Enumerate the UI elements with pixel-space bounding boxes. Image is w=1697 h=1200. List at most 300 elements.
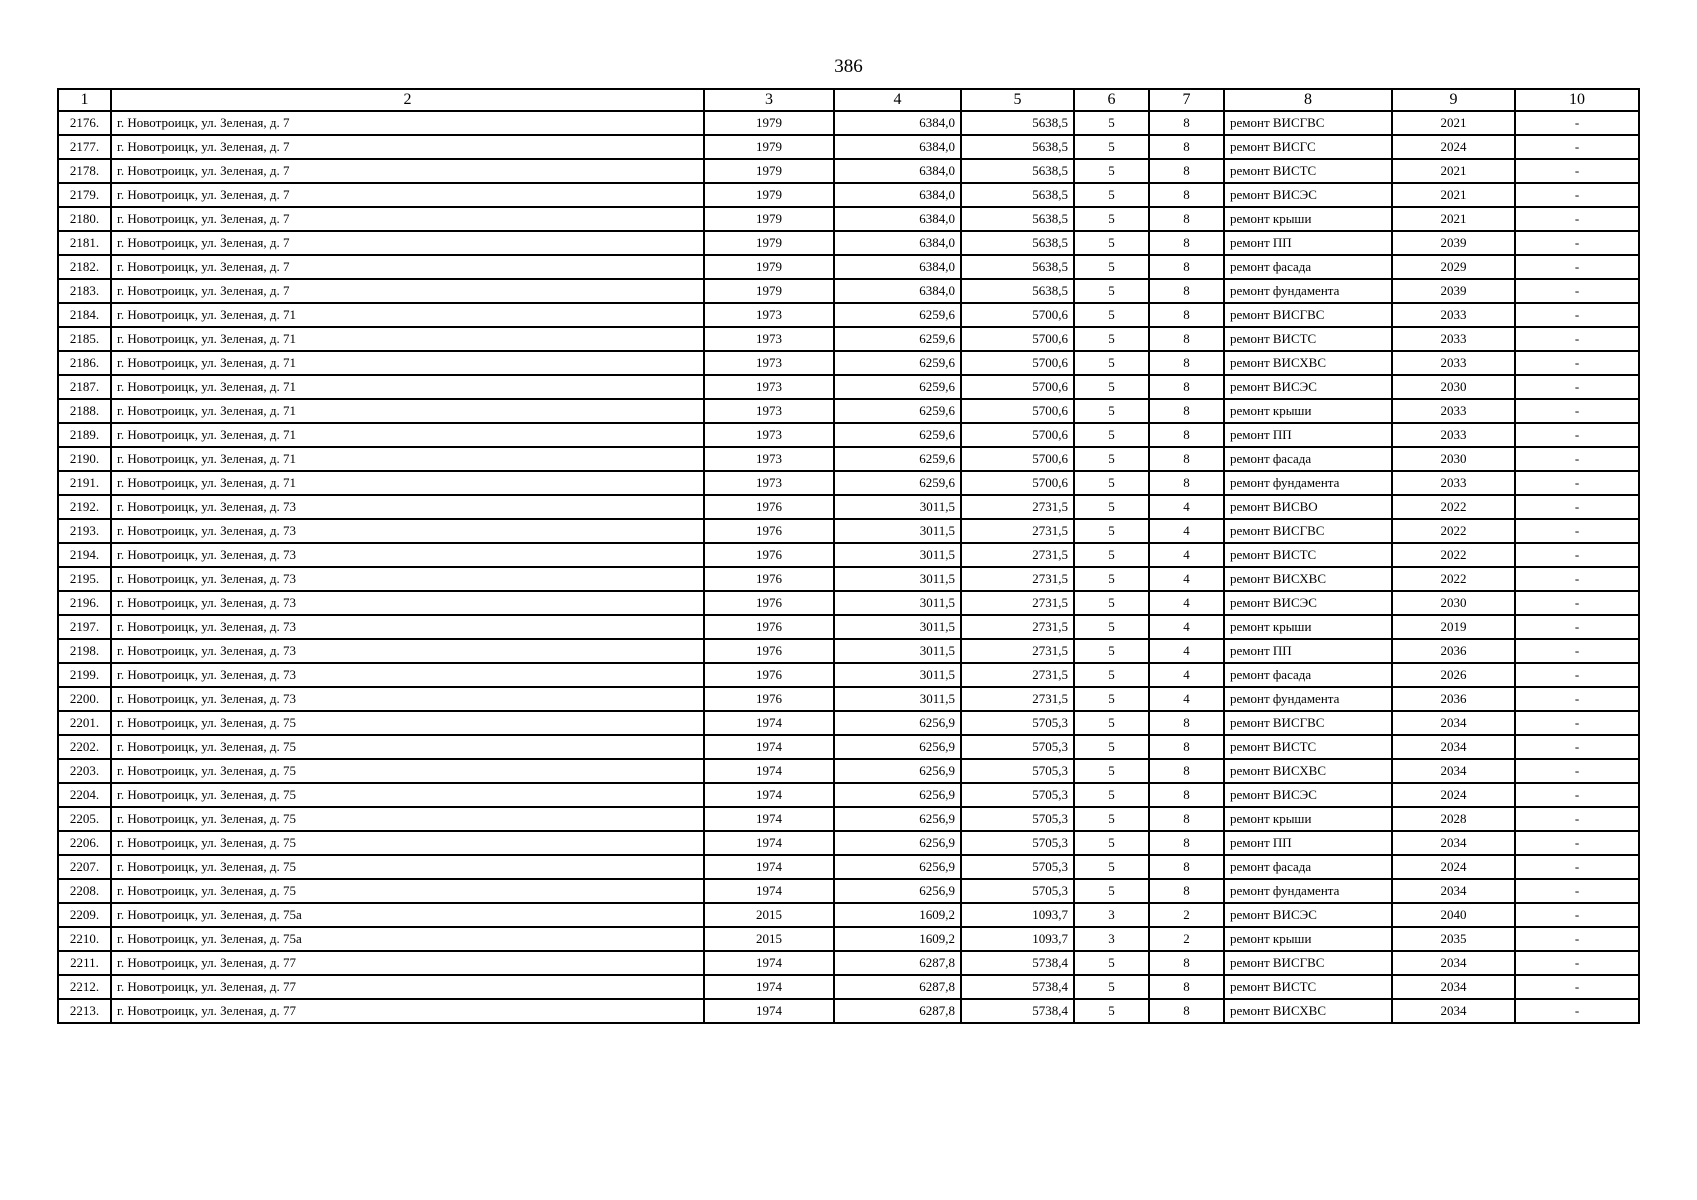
cell-planned-year: 2030 xyxy=(1392,375,1515,399)
cell-repair-type: ремонт ВИСТС xyxy=(1224,543,1392,567)
cell-address: г. Новотроицк, ул. Зеленая, д. 75 xyxy=(111,807,704,831)
cell-row-number: 2209. xyxy=(58,903,111,927)
cell-living-area: 5738,4 xyxy=(961,951,1074,975)
cell-repair-type: ремонт фасада xyxy=(1224,255,1392,279)
cell-year-built: 1974 xyxy=(704,975,834,999)
cell-floors: 5 xyxy=(1074,447,1149,471)
cell-repair-type: ремонт ВИСТС xyxy=(1224,327,1392,351)
cell-year-built: 1974 xyxy=(704,783,834,807)
cell-row-number: 2208. xyxy=(58,879,111,903)
cell-planned-year: 2024 xyxy=(1392,855,1515,879)
cell-repair-type: ремонт фундамента xyxy=(1224,279,1392,303)
table-row xyxy=(58,615,1639,639)
cell-planned-year: 2022 xyxy=(1392,567,1515,591)
cell-note: - xyxy=(1515,471,1639,495)
cell-note: - xyxy=(1515,903,1639,927)
cell-total-area: 6259,6 xyxy=(834,303,961,327)
cell-floors: 5 xyxy=(1074,615,1149,639)
table-row xyxy=(58,711,1639,735)
cell-planned-year: 2024 xyxy=(1392,135,1515,159)
cell-total-area: 6287,8 xyxy=(834,951,961,975)
cell-floors: 5 xyxy=(1074,975,1149,999)
cell-total-area: 6256,9 xyxy=(834,831,961,855)
cell-total-area: 6256,9 xyxy=(834,879,961,903)
cell-row-number: 2204. xyxy=(58,783,111,807)
table-row xyxy=(58,279,1639,303)
cell-planned-year: 2033 xyxy=(1392,351,1515,375)
cell-floors: 3 xyxy=(1074,903,1149,927)
cell-total-area: 6259,6 xyxy=(834,423,961,447)
cell-living-area: 2731,5 xyxy=(961,663,1074,687)
cell-note: - xyxy=(1515,231,1639,255)
cell-row-number: 2177. xyxy=(58,135,111,159)
cell-living-area: 1093,7 xyxy=(961,903,1074,927)
table-row xyxy=(58,111,1639,135)
cell-note: - xyxy=(1515,975,1639,999)
cell-living-area: 5705,3 xyxy=(961,831,1074,855)
cell-planned-year: 2039 xyxy=(1392,231,1515,255)
cell-floors: 5 xyxy=(1074,999,1149,1023)
cell-floors: 5 xyxy=(1074,879,1149,903)
cell-year-built: 1979 xyxy=(704,255,834,279)
cell-entrances: 4 xyxy=(1149,543,1224,567)
cell-floors: 5 xyxy=(1074,351,1149,375)
cell-row-number: 2200. xyxy=(58,687,111,711)
cell-repair-type: ремонт фасада xyxy=(1224,447,1392,471)
cell-entrances: 8 xyxy=(1149,159,1224,183)
cell-note: - xyxy=(1515,495,1639,519)
table-row xyxy=(58,423,1639,447)
cell-planned-year: 2033 xyxy=(1392,471,1515,495)
cell-planned-year: 2033 xyxy=(1392,303,1515,327)
cell-planned-year: 2034 xyxy=(1392,735,1515,759)
cell-entrances: 4 xyxy=(1149,639,1224,663)
cell-total-area: 6287,8 xyxy=(834,999,961,1023)
cell-address: г. Новотроицк, ул. Зеленая, д. 71 xyxy=(111,471,704,495)
cell-living-area: 5705,3 xyxy=(961,879,1074,903)
cell-entrances: 8 xyxy=(1149,735,1224,759)
cell-entrances: 8 xyxy=(1149,423,1224,447)
cell-planned-year: 2022 xyxy=(1392,495,1515,519)
column-header-6: 6 xyxy=(1074,89,1149,111)
cell-year-built: 1976 xyxy=(704,663,834,687)
cell-entrances: 8 xyxy=(1149,111,1224,135)
cell-entrances: 8 xyxy=(1149,855,1224,879)
cell-total-area: 3011,5 xyxy=(834,495,961,519)
table-row xyxy=(58,399,1639,423)
cell-planned-year: 2029 xyxy=(1392,255,1515,279)
cell-planned-year: 2022 xyxy=(1392,543,1515,567)
cell-entrances: 8 xyxy=(1149,231,1224,255)
cell-planned-year: 2034 xyxy=(1392,999,1515,1023)
cell-floors: 5 xyxy=(1074,591,1149,615)
cell-repair-type: ремонт ВИСЭС xyxy=(1224,783,1392,807)
cell-floors: 5 xyxy=(1074,855,1149,879)
table-row xyxy=(58,135,1639,159)
table-row xyxy=(58,231,1639,255)
table-row xyxy=(58,159,1639,183)
cell-total-area: 6287,8 xyxy=(834,975,961,999)
table-row xyxy=(58,495,1639,519)
cell-repair-type: ремонт ВИСЭС xyxy=(1224,903,1392,927)
cell-total-area: 3011,5 xyxy=(834,615,961,639)
cell-entrances: 8 xyxy=(1149,951,1224,975)
cell-planned-year: 2021 xyxy=(1392,207,1515,231)
cell-floors: 5 xyxy=(1074,543,1149,567)
cell-floors: 5 xyxy=(1074,807,1149,831)
cell-entrances: 8 xyxy=(1149,207,1224,231)
cell-note: - xyxy=(1515,375,1639,399)
cell-year-built: 1979 xyxy=(704,279,834,303)
cell-address: г. Новотроицк, ул. Зеленая, д. 73 xyxy=(111,687,704,711)
column-header-2: 2 xyxy=(111,89,704,111)
cell-year-built: 1976 xyxy=(704,567,834,591)
cell-note: - xyxy=(1515,183,1639,207)
table-row xyxy=(58,471,1639,495)
cell-year-built: 1976 xyxy=(704,495,834,519)
cell-living-area: 2731,5 xyxy=(961,591,1074,615)
cell-floors: 5 xyxy=(1074,495,1149,519)
cell-address: г. Новотроицк, ул. Зеленая, д. 7 xyxy=(111,255,704,279)
cell-note: - xyxy=(1515,735,1639,759)
cell-living-area: 5705,3 xyxy=(961,783,1074,807)
cell-entrances: 8 xyxy=(1149,447,1224,471)
cell-planned-year: 2034 xyxy=(1392,975,1515,999)
cell-planned-year: 2024 xyxy=(1392,783,1515,807)
cell-floors: 5 xyxy=(1074,831,1149,855)
cell-entrances: 4 xyxy=(1149,519,1224,543)
cell-total-area: 3011,5 xyxy=(834,663,961,687)
cell-living-area: 5700,6 xyxy=(961,423,1074,447)
cell-repair-type: ремонт ВИСТС xyxy=(1224,975,1392,999)
cell-floors: 5 xyxy=(1074,519,1149,543)
cell-living-area: 2731,5 xyxy=(961,543,1074,567)
cell-planned-year: 2034 xyxy=(1392,951,1515,975)
table-row xyxy=(58,855,1639,879)
cell-floors: 5 xyxy=(1074,951,1149,975)
cell-living-area: 5738,4 xyxy=(961,975,1074,999)
cell-note: - xyxy=(1515,591,1639,615)
cell-address: г. Новотроицк, ул. Зеленая, д. 77 xyxy=(111,951,704,975)
cell-row-number: 2207. xyxy=(58,855,111,879)
table-row xyxy=(58,183,1639,207)
cell-entrances: 4 xyxy=(1149,687,1224,711)
cell-address: г. Новотроицк, ул. Зеленая, д. 7 xyxy=(111,183,704,207)
cell-living-area: 5700,6 xyxy=(961,471,1074,495)
cell-repair-type: ремонт ВИСГВС xyxy=(1224,111,1392,135)
cell-row-number: 2210. xyxy=(58,927,111,951)
cell-address: г. Новотроицк, ул. Зеленая, д. 71 xyxy=(111,375,704,399)
cell-living-area: 2731,5 xyxy=(961,687,1074,711)
cell-repair-type: ремонт крыши xyxy=(1224,927,1392,951)
cell-total-area: 6259,6 xyxy=(834,447,961,471)
cell-note: - xyxy=(1515,951,1639,975)
cell-floors: 5 xyxy=(1074,567,1149,591)
cell-row-number: 2189. xyxy=(58,423,111,447)
cell-address: г. Новотроицк, ул. Зеленая, д. 77 xyxy=(111,999,704,1023)
cell-living-area: 5638,5 xyxy=(961,279,1074,303)
cell-row-number: 2196. xyxy=(58,591,111,615)
cell-repair-type: ремонт ПП xyxy=(1224,231,1392,255)
cell-note: - xyxy=(1515,303,1639,327)
table-row xyxy=(58,591,1639,615)
cell-year-built: 1979 xyxy=(704,159,834,183)
cell-entrances: 4 xyxy=(1149,567,1224,591)
cell-living-area: 5738,4 xyxy=(961,999,1074,1023)
cell-repair-type: ремонт ВИСХВС xyxy=(1224,567,1392,591)
cell-address: г. Новотроицк, ул. Зеленая, д. 77 xyxy=(111,975,704,999)
cell-repair-type: ремонт ПП xyxy=(1224,831,1392,855)
table-row xyxy=(58,903,1639,927)
cell-note: - xyxy=(1515,351,1639,375)
cell-row-number: 2203. xyxy=(58,759,111,783)
cell-total-area: 6384,0 xyxy=(834,135,961,159)
cell-row-number: 2194. xyxy=(58,543,111,567)
cell-repair-type: ремонт ВИСТС xyxy=(1224,159,1392,183)
cell-year-built: 1973 xyxy=(704,303,834,327)
column-header-10: 10 xyxy=(1515,89,1639,111)
cell-row-number: 2188. xyxy=(58,399,111,423)
cell-year-built: 1979 xyxy=(704,183,834,207)
cell-total-area: 6384,0 xyxy=(834,255,961,279)
cell-row-number: 2212. xyxy=(58,975,111,999)
cell-living-area: 5705,3 xyxy=(961,855,1074,879)
cell-total-area: 6259,6 xyxy=(834,327,961,351)
cell-living-area: 5638,5 xyxy=(961,183,1074,207)
cell-row-number: 2185. xyxy=(58,327,111,351)
cell-note: - xyxy=(1515,567,1639,591)
cell-floors: 5 xyxy=(1074,399,1149,423)
cell-living-area: 5700,6 xyxy=(961,351,1074,375)
cell-entrances: 2 xyxy=(1149,903,1224,927)
cell-address: г. Новотроицк, ул. Зеленая, д. 71 xyxy=(111,327,704,351)
cell-address: г. Новотроицк, ул. Зеленая, д. 73 xyxy=(111,663,704,687)
cell-living-area: 2731,5 xyxy=(961,615,1074,639)
cell-planned-year: 2033 xyxy=(1392,327,1515,351)
cell-total-area: 6384,0 xyxy=(834,231,961,255)
cell-year-built: 1974 xyxy=(704,807,834,831)
cell-repair-type: ремонт крыши xyxy=(1224,399,1392,423)
cell-year-built: 2015 xyxy=(704,927,834,951)
cell-repair-type: ремонт ВИСВО xyxy=(1224,495,1392,519)
cell-row-number: 2178. xyxy=(58,159,111,183)
cell-entrances: 8 xyxy=(1149,327,1224,351)
column-number-row xyxy=(58,89,1639,111)
page-number: 386 xyxy=(834,56,863,77)
cell-address: г. Новотроицк, ул. Зеленая, д. 71 xyxy=(111,447,704,471)
cell-note: - xyxy=(1515,663,1639,687)
cell-year-built: 1979 xyxy=(704,231,834,255)
cell-living-area: 2731,5 xyxy=(961,567,1074,591)
cell-note: - xyxy=(1515,255,1639,279)
cell-floors: 5 xyxy=(1074,231,1149,255)
cell-total-area: 6384,0 xyxy=(834,159,961,183)
cell-planned-year: 2030 xyxy=(1392,591,1515,615)
cell-address: г. Новотроицк, ул. Зеленая, д. 7 xyxy=(111,111,704,135)
cell-row-number: 2197. xyxy=(58,615,111,639)
table-row xyxy=(58,951,1639,975)
table-row xyxy=(58,519,1639,543)
cell-note: - xyxy=(1515,927,1639,951)
cell-repair-type: ремонт ВИСГС xyxy=(1224,135,1392,159)
column-header-8: 8 xyxy=(1224,89,1392,111)
cell-repair-type: ремонт ВИСТС xyxy=(1224,735,1392,759)
cell-address: г. Новотроицк, ул. Зеленая, д. 73 xyxy=(111,519,704,543)
cell-total-area: 3011,5 xyxy=(834,687,961,711)
cell-entrances: 8 xyxy=(1149,807,1224,831)
cell-living-area: 5700,6 xyxy=(961,303,1074,327)
cell-planned-year: 2022 xyxy=(1392,519,1515,543)
cell-year-built: 1974 xyxy=(704,951,834,975)
cell-living-area: 2731,5 xyxy=(961,639,1074,663)
cell-entrances: 4 xyxy=(1149,663,1224,687)
cell-total-area: 6384,0 xyxy=(834,111,961,135)
column-header-3: 3 xyxy=(704,89,834,111)
cell-floors: 5 xyxy=(1074,759,1149,783)
cell-total-area: 3011,5 xyxy=(834,519,961,543)
cell-total-area: 6256,9 xyxy=(834,735,961,759)
cell-year-built: 1974 xyxy=(704,759,834,783)
cell-repair-type: ремонт ВИСГВС xyxy=(1224,303,1392,327)
cell-repair-type: ремонт ВИСГВС xyxy=(1224,711,1392,735)
cell-year-built: 1973 xyxy=(704,423,834,447)
cell-total-area: 6256,9 xyxy=(834,855,961,879)
cell-row-number: 2205. xyxy=(58,807,111,831)
table-row xyxy=(58,351,1639,375)
cell-planned-year: 2021 xyxy=(1392,159,1515,183)
cell-address: г. Новотроицк, ул. Зеленая, д. 73 xyxy=(111,495,704,519)
cell-floors: 5 xyxy=(1074,687,1149,711)
cell-floors: 5 xyxy=(1074,639,1149,663)
table-row xyxy=(58,807,1639,831)
cell-year-built: 1974 xyxy=(704,999,834,1023)
cell-note: - xyxy=(1515,855,1639,879)
cell-entrances: 8 xyxy=(1149,255,1224,279)
cell-year-built: 2015 xyxy=(704,903,834,927)
cell-year-built: 1976 xyxy=(704,615,834,639)
cell-total-area: 6256,9 xyxy=(834,711,961,735)
cell-entrances: 8 xyxy=(1149,471,1224,495)
cell-repair-type: ремонт ВИСГВС xyxy=(1224,519,1392,543)
cell-repair-type: ремонт ВИСЭС xyxy=(1224,591,1392,615)
cell-row-number: 2182. xyxy=(58,255,111,279)
cell-living-area: 5638,5 xyxy=(961,207,1074,231)
cell-floors: 5 xyxy=(1074,183,1149,207)
cell-planned-year: 2034 xyxy=(1392,831,1515,855)
cell-year-built: 1974 xyxy=(704,711,834,735)
table-row xyxy=(58,759,1639,783)
cell-address: г. Новотроицк, ул. Зеленая, д. 75 xyxy=(111,879,704,903)
repair-schedule-table xyxy=(57,88,1640,1024)
column-header-5: 5 xyxy=(961,89,1074,111)
cell-row-number: 2213. xyxy=(58,999,111,1023)
cell-entrances: 8 xyxy=(1149,759,1224,783)
column-header-9: 9 xyxy=(1392,89,1515,111)
cell-address: г. Новотроицк, ул. Зеленая, д. 75а xyxy=(111,903,704,927)
cell-entrances: 4 xyxy=(1149,495,1224,519)
cell-entrances: 2 xyxy=(1149,927,1224,951)
cell-entrances: 8 xyxy=(1149,351,1224,375)
cell-row-number: 2180. xyxy=(58,207,111,231)
cell-total-area: 1609,2 xyxy=(834,903,961,927)
cell-total-area: 6259,6 xyxy=(834,351,961,375)
cell-note: - xyxy=(1515,159,1639,183)
cell-planned-year: 2040 xyxy=(1392,903,1515,927)
cell-year-built: 1973 xyxy=(704,471,834,495)
cell-floors: 5 xyxy=(1074,303,1149,327)
cell-year-built: 1976 xyxy=(704,519,834,543)
cell-row-number: 2186. xyxy=(58,351,111,375)
table-row xyxy=(58,375,1639,399)
cell-planned-year: 2021 xyxy=(1392,183,1515,207)
cell-planned-year: 2036 xyxy=(1392,687,1515,711)
cell-total-area: 6384,0 xyxy=(834,279,961,303)
cell-note: - xyxy=(1515,543,1639,567)
cell-total-area: 3011,5 xyxy=(834,639,961,663)
cell-total-area: 3011,5 xyxy=(834,543,961,567)
cell-planned-year: 2028 xyxy=(1392,807,1515,831)
cell-note: - xyxy=(1515,711,1639,735)
table-row xyxy=(58,999,1639,1023)
cell-living-area: 2731,5 xyxy=(961,519,1074,543)
cell-address: г. Новотроицк, ул. Зеленая, д. 7 xyxy=(111,279,704,303)
cell-note: - xyxy=(1515,639,1639,663)
cell-total-area: 6256,9 xyxy=(834,783,961,807)
cell-address: г. Новотроицк, ул. Зеленая, д. 73 xyxy=(111,639,704,663)
cell-living-area: 5705,3 xyxy=(961,735,1074,759)
cell-address: г. Новотроицк, ул. Зеленая, д. 7 xyxy=(111,231,704,255)
table-row xyxy=(58,927,1639,951)
cell-year-built: 1974 xyxy=(704,855,834,879)
cell-entrances: 8 xyxy=(1149,399,1224,423)
cell-address: г. Новотроицк, ул. Зеленая, д. 75 xyxy=(111,783,704,807)
cell-entrances: 8 xyxy=(1149,183,1224,207)
cell-year-built: 1979 xyxy=(704,111,834,135)
cell-address: г. Новотроицк, ул. Зеленая, д. 75 xyxy=(111,855,704,879)
cell-row-number: 2201. xyxy=(58,711,111,735)
cell-floors: 5 xyxy=(1074,279,1149,303)
table-row xyxy=(58,879,1639,903)
cell-note: - xyxy=(1515,135,1639,159)
cell-repair-type: ремонт ВИСХВС xyxy=(1224,351,1392,375)
cell-year-built: 1979 xyxy=(704,135,834,159)
cell-living-area: 5700,6 xyxy=(961,327,1074,351)
cell-floors: 5 xyxy=(1074,159,1149,183)
cell-living-area: 5638,5 xyxy=(961,135,1074,159)
cell-repair-type: ремонт фасада xyxy=(1224,663,1392,687)
cell-repair-type: ремонт крыши xyxy=(1224,207,1392,231)
cell-address: г. Новотроицк, ул. Зеленая, д. 75а xyxy=(111,927,704,951)
cell-repair-type: ремонт крыши xyxy=(1224,615,1392,639)
cell-floors: 5 xyxy=(1074,111,1149,135)
cell-address: г. Новотроицк, ул. Зеленая, д. 73 xyxy=(111,543,704,567)
cell-row-number: 2195. xyxy=(58,567,111,591)
table-row xyxy=(58,663,1639,687)
cell-note: - xyxy=(1515,831,1639,855)
cell-living-area: 5638,5 xyxy=(961,255,1074,279)
cell-address: г. Новотроицк, ул. Зеленая, д. 7 xyxy=(111,207,704,231)
cell-planned-year: 2036 xyxy=(1392,639,1515,663)
cell-year-built: 1979 xyxy=(704,207,834,231)
cell-entrances: 8 xyxy=(1149,999,1224,1023)
cell-planned-year: 2033 xyxy=(1392,399,1515,423)
cell-year-built: 1976 xyxy=(704,639,834,663)
table-row xyxy=(58,303,1639,327)
cell-floors: 5 xyxy=(1074,735,1149,759)
cell-floors: 5 xyxy=(1074,663,1149,687)
cell-note: - xyxy=(1515,111,1639,135)
column-header-7: 7 xyxy=(1149,89,1224,111)
